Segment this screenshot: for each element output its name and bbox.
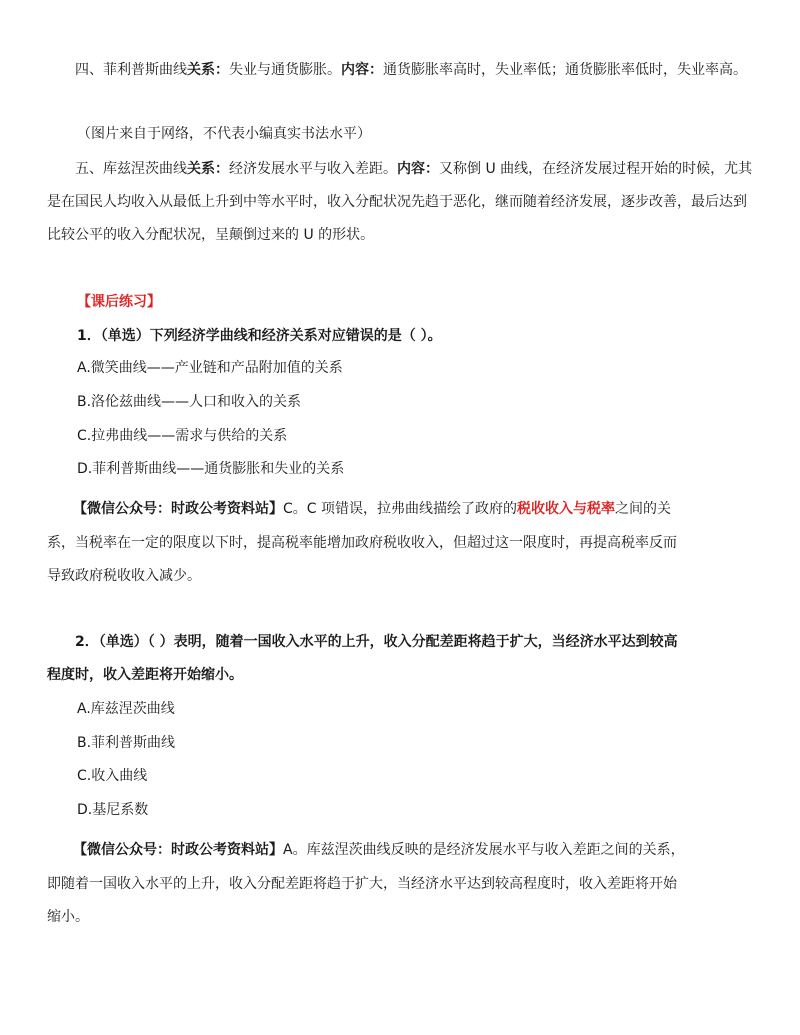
section4-prefix: 四、菲利普斯曲线 — [75, 62, 187, 78]
section4-relation-label: 关系： — [187, 62, 229, 78]
section5-relation-text: 经济发展水平与收入差距。 — [229, 161, 397, 177]
image-note: （图片来自于网络，不代表小编真实书法水平） — [77, 126, 371, 142]
q1-option-d: D.菲利普斯曲线——通货膨胀和失业的关系 — [77, 461, 345, 477]
q1-option-a: A.微笑曲线——产业链和产品附加值的关系 — [77, 360, 343, 376]
q1-answer-source: 【微信公众号：时政公考资料站】 — [73, 501, 283, 517]
section5-line3: 比较公平的收入分配状况，呈颠倒过来的 U 的形状。 — [47, 227, 375, 243]
q2-answer-text1: A。库兹涅茨曲线反映的是经济发展水平与收入差距之间的关系， — [283, 842, 685, 858]
q2-answer-source: 【微信公众号：时政公考资料站】 — [73, 842, 283, 858]
q1-option-c: C.拉弗曲线——需求与供给的关系 — [77, 428, 288, 444]
q2-stem-line1: 2．（单选）（ ）表明，随着一国收入水平的上升，收入分配差距将趋于扩大，当经济水平达到较高 — [75, 634, 678, 650]
q2-answer-line2: 即随着一国收入水平的上升，收入分配差距将趋于扩大，当经济水平达到较高程度时，收入差距将开始 — [47, 876, 677, 892]
q2-stem-line2: 程度时，收入差距将开始缩小。 — [47, 667, 243, 683]
q1-stem: 1．（单选）下列经济学曲线和经济关系对应错误的是（ ）。 — [77, 328, 442, 344]
section5-content-line1: 又称倒 U 曲线，在经济发展过程开始的时候，尤其 — [439, 161, 753, 177]
section5-line1 — [75, 159, 752, 179]
section5-prefix: 五、库兹涅茨曲线 — [75, 161, 187, 177]
section4-content-label: 内容： — [341, 62, 383, 78]
q2-option-c: C.收入曲线 — [77, 768, 148, 784]
q1-answer-line3: 导致政府税收收入减少。 — [47, 568, 201, 584]
q2-answer-line1 — [73, 840, 685, 860]
q2-answer-line3: 缩小。 — [47, 909, 89, 925]
q2-option-b: B.菲利普斯曲线 — [77, 735, 176, 751]
section5-line2: 是在国民人均收入从最低上升到中等水平时，收入分配状况先趋于恶化，继而随着经济发展，逐步改善，最后达到 — [47, 194, 747, 210]
q1-answer-highlight: 税收收入与税率 — [517, 501, 616, 517]
q2-option-a: A.库兹涅茨曲线 — [77, 701, 175, 717]
section4-content-text: 通货膨胀率高时，失业率低；通货膨胀率低时，失业率高。 — [383, 62, 747, 78]
q1-answer-part2: 之间的关 — [615, 501, 672, 517]
section4-relation-text: 失业与通货膨胀。 — [229, 62, 341, 78]
section4-paragraph — [75, 60, 747, 80]
exercise-header: 【课后练习】 — [77, 294, 161, 310]
section5-content-label: 内容： — [397, 161, 439, 177]
q1-option-b: B.洛伦兹曲线——人口和收入的关系 — [77, 394, 302, 410]
q1-answer-part1: C。C 项错误，拉弗曲线描绘了政府的 — [283, 501, 518, 517]
section5-relation-label: 关系： — [187, 161, 229, 177]
q1-answer-line2: 系，当税率在一定的限度以下时，提高税率能增加政府税收收入，但超过这一限度时，再提高税率反而 — [47, 535, 677, 551]
q2-option-d: D.基尼系数 — [77, 802, 149, 818]
q1-answer-line1 — [73, 499, 671, 519]
